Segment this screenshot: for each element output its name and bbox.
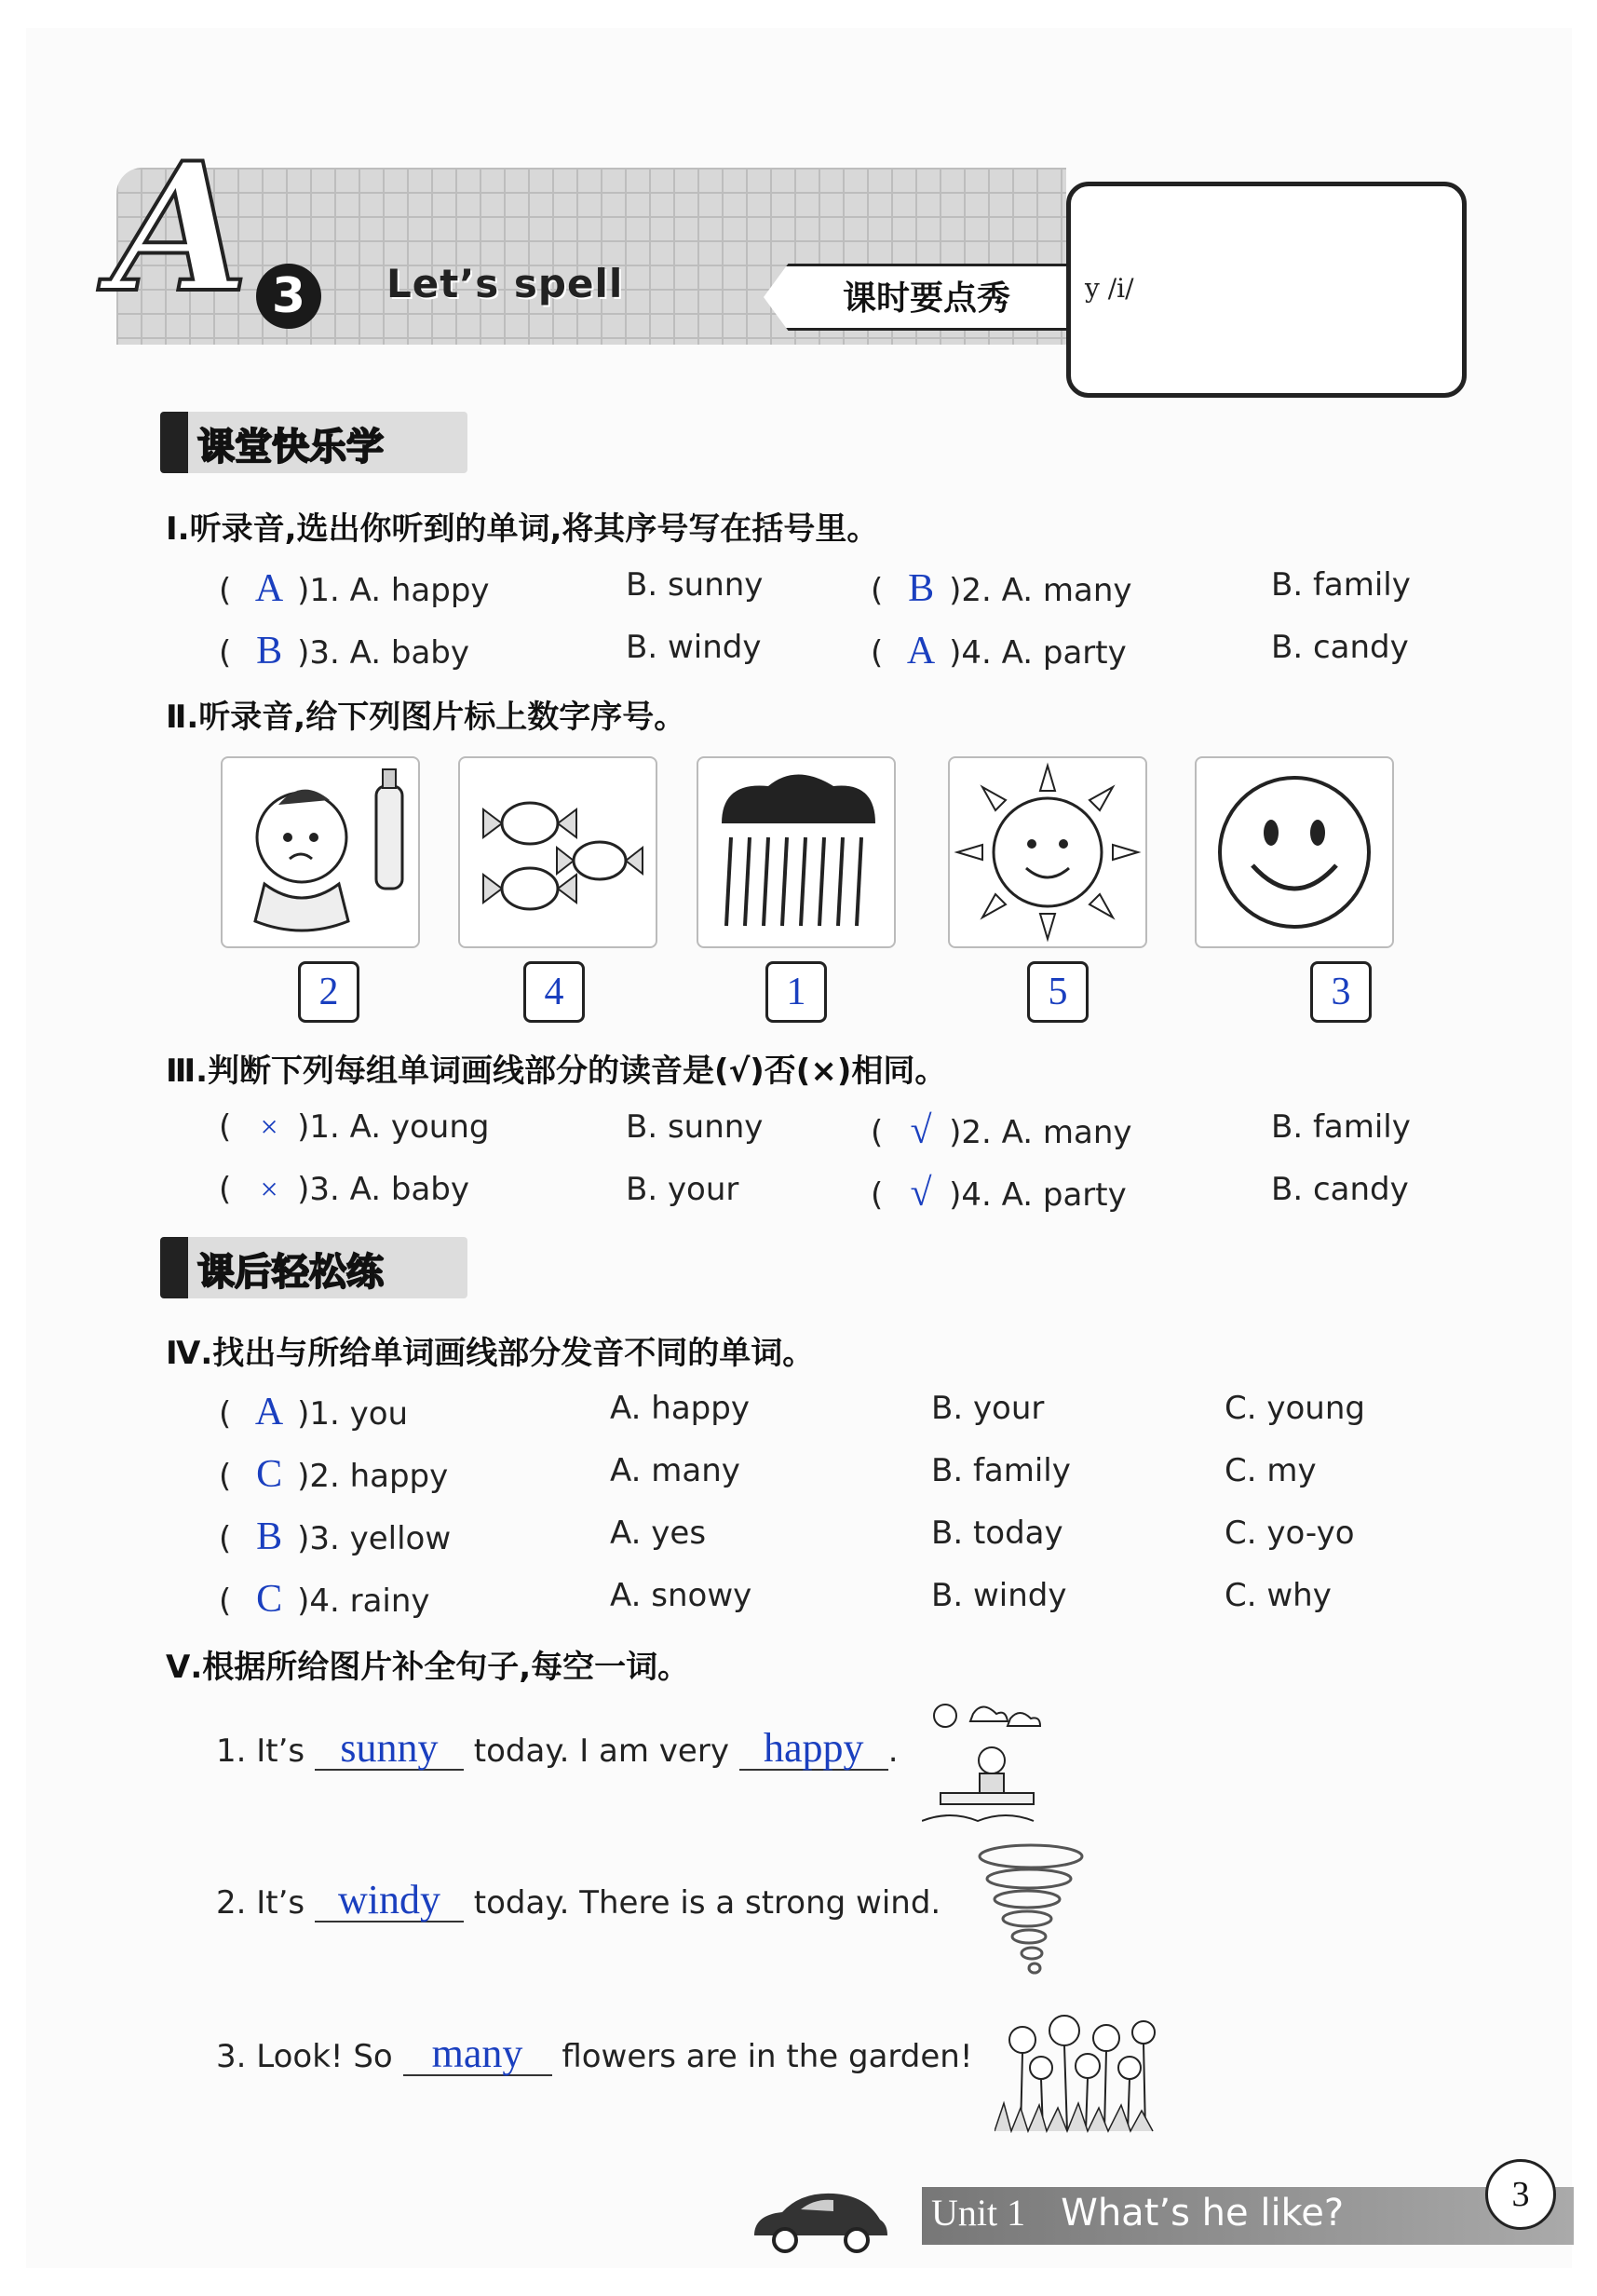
q4-item-4-c: C. why: [1225, 1577, 1332, 1614]
q3-item-1: ( × )1. A. young: [219, 1108, 490, 1146]
picture-answer-3: 1: [765, 961, 827, 1023]
q4-item-1-text: )1. you: [297, 1395, 409, 1433]
q4-answer-1: A: [254, 1391, 284, 1433]
q1-item-1-text: )1. A. happy: [297, 572, 490, 609]
q3-item-2-b: B. family: [1271, 1108, 1411, 1146]
key-point-text: y /i/: [1085, 273, 1134, 304]
q5-s2-part1: 2. It’s: [216, 1884, 305, 1922]
q5-sentence-3: [216, 2033, 972, 2076]
picture-candy: [458, 756, 657, 948]
q4-item-3-text: )3. yellow: [297, 1520, 452, 1557]
q5-s3-part2: flowers are in the garden!: [562, 2038, 973, 2075]
q3-answer-2: √: [910, 1109, 932, 1152]
q4-item-1-c: C. young: [1225, 1390, 1365, 1427]
q1-answer-1: A: [254, 567, 284, 610]
page-number: 3: [1485, 2159, 1556, 2230]
q4-item-4-b: B. windy: [931, 1577, 1067, 1614]
q1-item-2-text: )2. A. many: [949, 572, 1132, 609]
q4-answer-4: C: [256, 1578, 283, 1621]
picture-sun: [948, 756, 1147, 948]
baby-icon: [223, 758, 418, 946]
q5-s1-part2: today. I am very: [473, 1732, 729, 1770]
q1-item-3: ( B )3. A. baby: [219, 630, 469, 672]
q5-sentence-1: [216, 1725, 899, 1771]
sunny-park-icon: [922, 1695, 1062, 1835]
q4-item-2: ( C )2. happy: [219, 1453, 449, 1496]
q4-item-1: ( A )1. you: [219, 1391, 409, 1433]
q4-heading: Ⅳ.找出与所给单词画线部分发音不同的单词。: [166, 1335, 815, 1372]
sun-icon: [950, 758, 1145, 946]
q4-item-1-a: A. happy: [610, 1390, 750, 1427]
q1-item-3-text: )3. A. baby: [297, 634, 469, 672]
q5-heading: Ⅴ.根据所给图片补全句子,每空一词。: [166, 1649, 690, 1686]
q3-answer-1: ×: [260, 1110, 278, 1145]
q1-answer-2: B: [908, 567, 935, 610]
q4-item-3-c: C. yo-yo: [1225, 1515, 1355, 1552]
q5-s2-part2: today. There is a strong wind.: [473, 1884, 941, 1922]
section-banner-2-text: 课后轻松练: [197, 1251, 384, 1294]
q5-sentence-2: [216, 1877, 941, 1922]
q1-item-2: ( B )2. A. many: [871, 567, 1132, 610]
q4-item-3-b: B. today: [931, 1515, 1063, 1552]
q4-item-2-a: A. many: [610, 1452, 740, 1489]
q3-item-1-text: )1. A. young: [297, 1108, 490, 1146]
q4-item-2-b: B. family: [931, 1452, 1071, 1489]
q5-s1-answer1: sunny: [315, 1728, 464, 1771]
q1-item-2-b: B. family: [1271, 566, 1411, 604]
q1-item-1-b: B. sunny: [626, 566, 764, 604]
picture-answer-5: 3: [1310, 961, 1372, 1023]
q3-answer-3: ×: [260, 1173, 278, 1207]
q3-item-3: ( × )3. A. baby: [219, 1171, 469, 1208]
q3-item-4-b: B. candy: [1271, 1171, 1409, 1208]
footer-unit: [931, 2191, 1344, 2235]
q1-item-3-b: B. windy: [626, 629, 762, 666]
picture-answer-1: 2: [298, 961, 359, 1023]
q3-item-2-text: )2. A. many: [949, 1114, 1132, 1151]
footer-unit-label: Unit 1: [931, 2192, 1026, 2234]
q5-s1-answer2: happy: [739, 1728, 888, 1771]
q1-item-1: ( A )1. A. happy: [219, 567, 490, 610]
q5-s1-part3: .: [887, 1732, 899, 1770]
q2-heading: Ⅱ.听录音,给下列图片标上数字序号。: [166, 699, 686, 736]
lesson-title: Let’s spell: [386, 261, 624, 306]
rain-cloud-icon: [698, 758, 894, 946]
q4-item-2-c: C. my: [1225, 1452, 1317, 1489]
picture-smiley: [1195, 756, 1394, 948]
lesson-number-badge: 3: [256, 264, 321, 329]
q4-item-4-a: A. snowy: [610, 1577, 752, 1614]
q1-item-4: ( A )4. A. party: [871, 630, 1127, 672]
footer-unit-title: What’s he like?: [1061, 2192, 1345, 2235]
q4-item-4-text: )4. rainy: [297, 1583, 430, 1620]
q4-item-4: ( C )4. rainy: [219, 1578, 430, 1621]
q4-answer-2: C: [256, 1453, 283, 1496]
picture-answer-4: 5: [1027, 961, 1089, 1023]
flowers-icon: [995, 1993, 1162, 2133]
section-banner-1-text: 课堂快乐学: [197, 426, 384, 469]
q4-item-1-b: B. your: [931, 1390, 1045, 1427]
q1-answer-3: B: [256, 630, 283, 672]
q4-item-2-text: )2. happy: [297, 1458, 449, 1495]
q1-item-4-text: )4. A. party: [949, 634, 1127, 672]
q3-item-3-text: )3. A. baby: [297, 1171, 469, 1208]
q3-item-1-b: B. sunny: [626, 1108, 764, 1146]
q4-answer-3: B: [256, 1515, 283, 1558]
q1-answer-4: A: [906, 630, 936, 672]
candy-icon: [460, 758, 656, 946]
q5-s3-part1: 3. Look! So: [216, 2038, 393, 2075]
q3-item-4-text: )4. A. party: [949, 1176, 1127, 1214]
q4-item-3: ( B )3. yellow: [219, 1515, 452, 1558]
q3-item-2: ( √ )2. A. many: [871, 1109, 1132, 1152]
picture-answer-2: 4: [523, 961, 585, 1023]
q3-item-3-b: B. your: [626, 1171, 739, 1208]
q3-heading: Ⅲ.判断下列每组单词画线部分的读音是(√)否(×)相同。: [166, 1053, 947, 1090]
q5-s2-answer1: windy: [315, 1880, 464, 1922]
car-icon: [750, 2189, 889, 2254]
q3-answer-4: √: [910, 1172, 932, 1215]
q1-item-4-b: B. candy: [1271, 629, 1409, 666]
smiley-face-icon: [1197, 758, 1392, 946]
picture-rain: [697, 756, 896, 948]
q4-item-3-a: A. yes: [610, 1515, 707, 1552]
lesson-letter: A: [112, 124, 250, 332]
tornado-icon: [973, 1840, 1089, 1979]
picture-baby: [221, 756, 420, 948]
q5-s3-answer1: many: [403, 2033, 552, 2076]
q3-item-4: ( √ )4. A. party: [871, 1172, 1127, 1215]
key-point-tag: 课时要点秀: [843, 279, 1011, 318]
q1-heading: Ⅰ.听录音,选出你听到的单词,将其序号写在括号里。: [166, 510, 879, 548]
q5-s1-part1: 1. It’s: [216, 1732, 305, 1770]
